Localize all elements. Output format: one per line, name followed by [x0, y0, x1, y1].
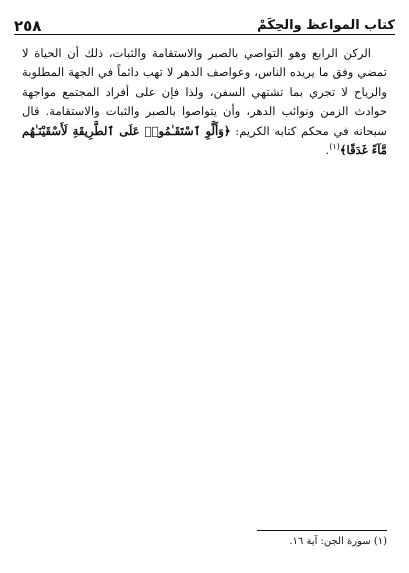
footnote-text: سورة الجن: آية ١٦. [289, 536, 371, 547]
body-text [22, 44, 387, 160]
header-rule [14, 34, 395, 35]
quran-brace-open: ﴿ [223, 123, 231, 138]
end-punctuation: . [325, 143, 330, 158]
footnote-marker: (١) [373, 536, 387, 547]
page-number: ٢٥٨ [14, 17, 42, 35]
paragraph-text: الركن الرابع وهو التواصي بالصبر والاستقامة والثبات، ذلك أن الحياة لا تمضي وفق ما يريده الناس، وعواصف الدهر لا تهب دائماً في الجهة المطلوبة والرياح لا تجري بما تشتهي السفن، ولذا فإن على أفراد المجتمع مواجهة حوادث الزمن ونوائب الدهر، وأن يتواصوا بالصبر والثبات والاستقامة. قال سبحانه في محكم كتابه الكريم: [22, 46, 387, 138]
running-title: كتاب المواعظ والحِكَمْ [257, 18, 395, 33]
page-header [14, 12, 395, 34]
quran-verse: وَأَلَّوِ ٱسْتَقَـٰمُوا۟ عَلَى ٱلطَّرِيقَةِ لَأَسْقَيْنَـٰهُم مَّآءً غَدَقًا [22, 123, 387, 158]
footnotes [22, 535, 387, 549]
footnote-rule [257, 530, 387, 531]
quran-brace-close: ﴾ [339, 143, 347, 158]
paragraph [22, 44, 387, 160]
footnote-reference: (١) [329, 142, 340, 152]
footnote-item [22, 535, 387, 549]
